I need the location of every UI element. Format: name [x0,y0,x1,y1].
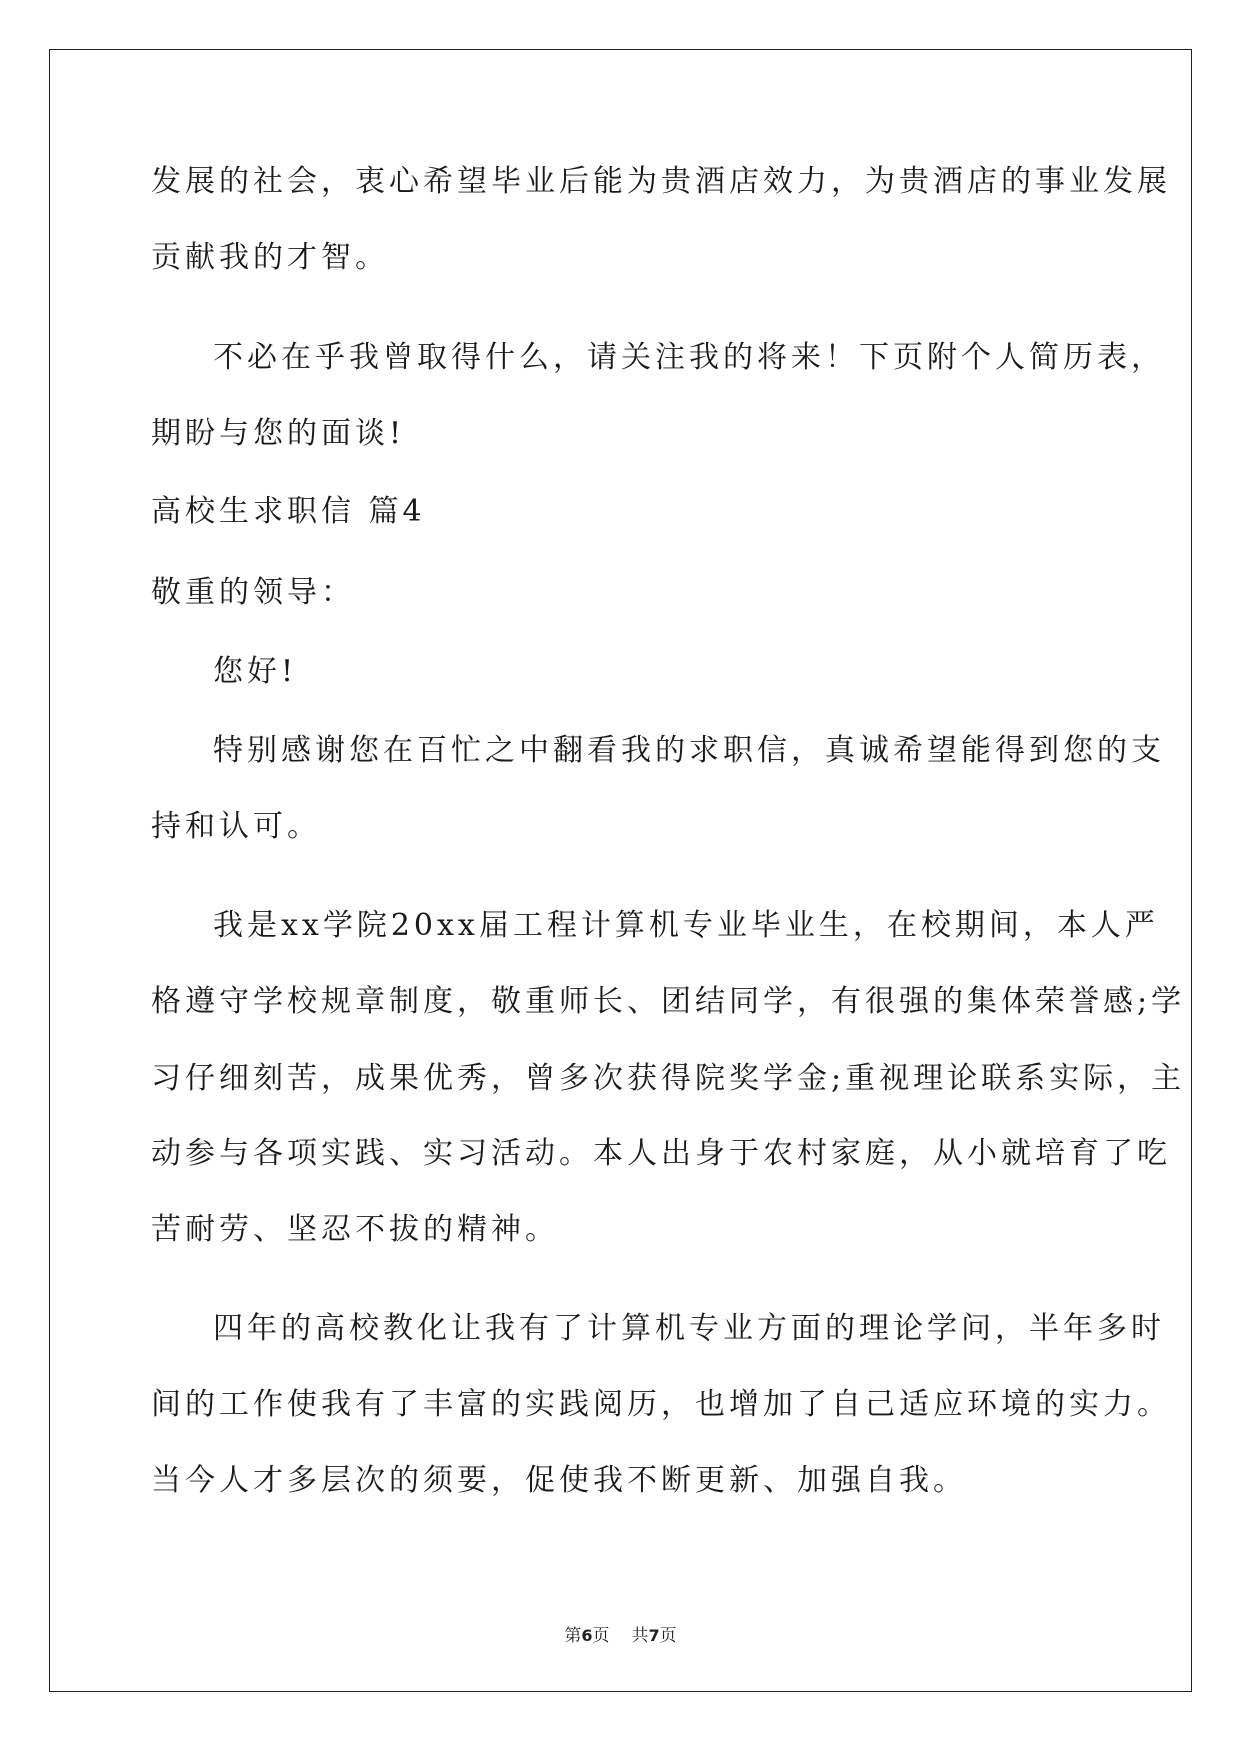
page-footer [0,1625,1241,1647]
text-line: 发展的社会，衷心希望毕业后能为贵酒店效力，为贵酒店的事业发展 [151,164,1171,199]
page-suffix: 页 [592,1626,610,1646]
current-page-number: 6 [581,1626,593,1645]
text-line: 四年的高校教化让我有了计算机专业方面的理论学问，半年多时 [213,1311,1165,1346]
total-prefix: 共 [631,1626,649,1646]
text-line: 我是xx学院20xx届工程计算机专业毕业生，在校期间，本人严 [213,908,1159,943]
total-suffix: 页 [659,1626,677,1646]
greeting: 您好! [213,654,298,689]
text-line: 间的工作使我有了丰富的实践阅历，也增加了自己适应环境的实力。 [151,1387,1171,1422]
text-line: 特别感谢您在百忙之中翻看我的求职信，真诚希望能得到您的支 [213,733,1165,768]
text-line: 持和认可。 [151,809,321,844]
text-line: 格遵守学校规章制度，敬重师长、团结同学，有很强的集体荣誉感;学 [151,984,1186,1019]
text-line: 习仔细刻苦，成果优秀，曾多次获得院奖学金;重视理论联系实际，主 [151,1061,1186,1096]
page-border [49,49,1192,1692]
text-line: 不必在乎我曾取得什么，请关注我的将来！下页附个人简历表， [213,340,1165,375]
text-line: 期盼与您的面谈! [151,416,406,451]
salutation: 敬重的领导： [151,575,355,610]
text-line: 苦耐劳、坚忍不拔的精神。 [151,1212,559,1247]
page-prefix: 第 [564,1626,582,1646]
text-line: 动参与各项实践、实习活动。本人出身于农村家庭，从小就培育了吃 [151,1136,1171,1171]
text-line: 当今人才多层次的须要，促使我不断更新、加强自我。 [151,1463,967,1498]
section-heading: 高校生求职信 篇4 [151,494,426,529]
text-line: 贡献我的才智。 [151,240,389,275]
total-page-number: 7 [648,1626,660,1645]
